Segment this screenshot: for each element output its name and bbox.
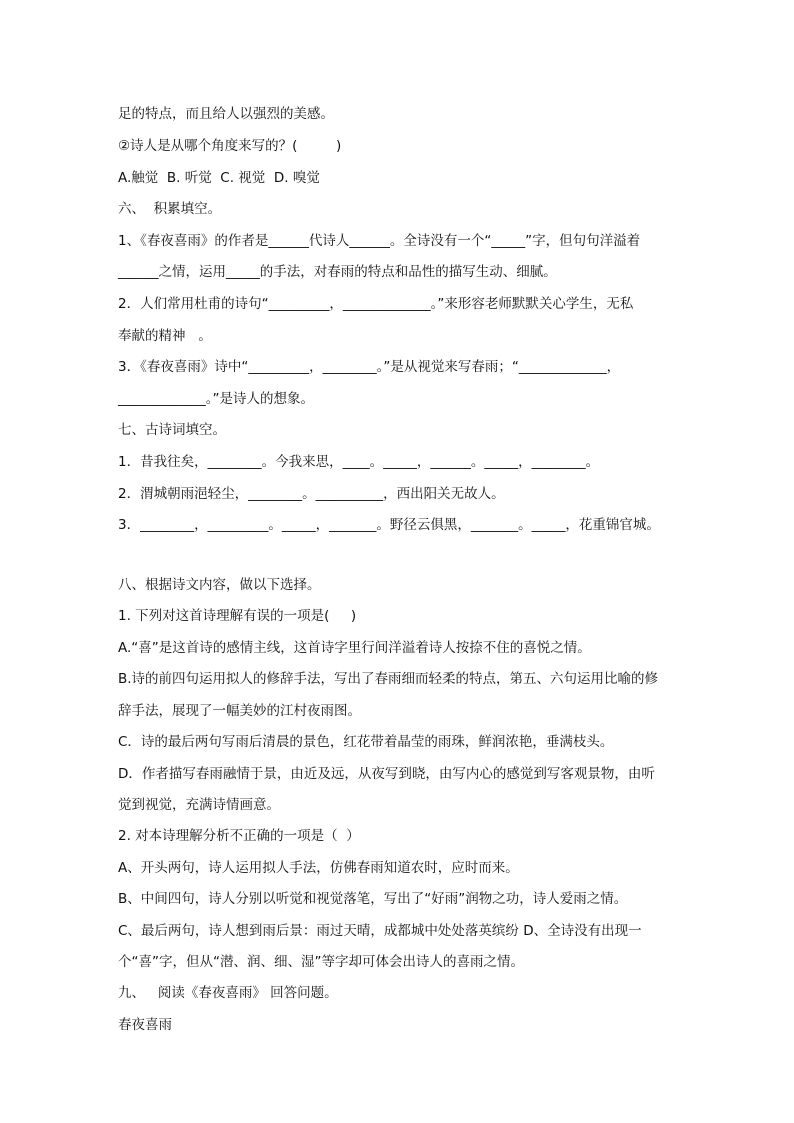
text-line: 足的特点，而且给人以强烈的美感。	[118, 106, 334, 122]
option-line: C．诗的最后两句写雨后清晨的景色，红花带着晶莹的雨珠，鲜润浓艳，垂满枝头。	[118, 734, 614, 750]
section-heading: 七、古诗词填空。	[118, 422, 226, 438]
question-line: 3．________，_________。_____，_______。野径云俱黑，_______。_____，花重锦官城。	[118, 517, 660, 533]
question-line: 2．人们常用杜甫的诗句“_________，_____________。”来形容老师默默关心学生，无私	[118, 296, 634, 312]
option-line: A.触觉 B. 听觉 C. 视觉 D. 嗅觉	[118, 170, 320, 186]
option-line: 觉到视觉，充满诗情画意。	[118, 797, 280, 813]
question-line: ______之情，运用_____的手法，对春雨的特点和品性的描写生动、细腻。	[118, 264, 557, 280]
option-line: A、开头两句，诗人运用拟人手法，仿佛春雨知道农时，应时而来。	[118, 860, 519, 876]
question-line: ②诗人是从哪个角度来写的？( )	[118, 138, 342, 154]
section-heading: 八、根据诗文内容，做以下选择。	[118, 577, 321, 593]
option-line: B.诗的前四句运用拟人的修辞手法，写出了春雨细而轻柔的特点，第五、六句运用比喻的修	[118, 671, 659, 687]
question-line: 2. 对本诗理解分析不正确的一项是（ ）	[118, 828, 360, 844]
question-line: 3．《春夜喜雨》诗中“_________，________。”是从视觉来写春雨；“_____________，	[118, 359, 621, 375]
question-line: 奉献的精神 。	[118, 328, 212, 344]
option-line: D．作者描写春雨融情于景，由近及远，从夜写到晓，由写内心的感觉到写客观景物，由听	[118, 766, 655, 782]
option-line: B、中间四句，诗人分别以听觉和视觉落笔，写出了“好雨”润物之功，诗人爱雨之情。	[118, 891, 628, 907]
question-line: 1．昔我往矣，________。今我来思，____。_____，______。_____，________。	[118, 454, 600, 470]
question-line: 1、《春夜喜雨》的作者是______代诗人______。全诗没有一个“_____”字，但句句洋溢着	[118, 233, 641, 249]
question-line: 2．渭城朝雨浥轻尘，________。__________，西出阳关无故人。	[118, 486, 505, 502]
option-line: C、最后两句，诗人想到雨后景：雨过天晴，成都城中处处落英缤纷 D、全诗没有出现一	[118, 923, 642, 939]
question-line: _____________。”是诗人的想象。	[118, 391, 314, 407]
section-heading: 六、 积累填空。	[118, 201, 222, 217]
option-line: A.“喜”是这首诗的感情主线，这首诗字里行间洋溢着诗人按捺不住的喜悦之情。	[118, 640, 591, 656]
poem-title: 春夜喜雨	[118, 1017, 172, 1033]
section-heading: 九、 阅读《春夜喜雨》 回答问题。	[118, 985, 338, 1001]
option-line: 辞手法，展现了一幅美妙的江村夜雨图。	[118, 703, 361, 719]
question-line: 1. 下列对这首诗理解有误的一项是( )	[118, 608, 357, 624]
option-line: 个“喜”字，但从“潜、润、细、湿”等字却可体会出诗人的喜雨之情。	[118, 954, 524, 970]
